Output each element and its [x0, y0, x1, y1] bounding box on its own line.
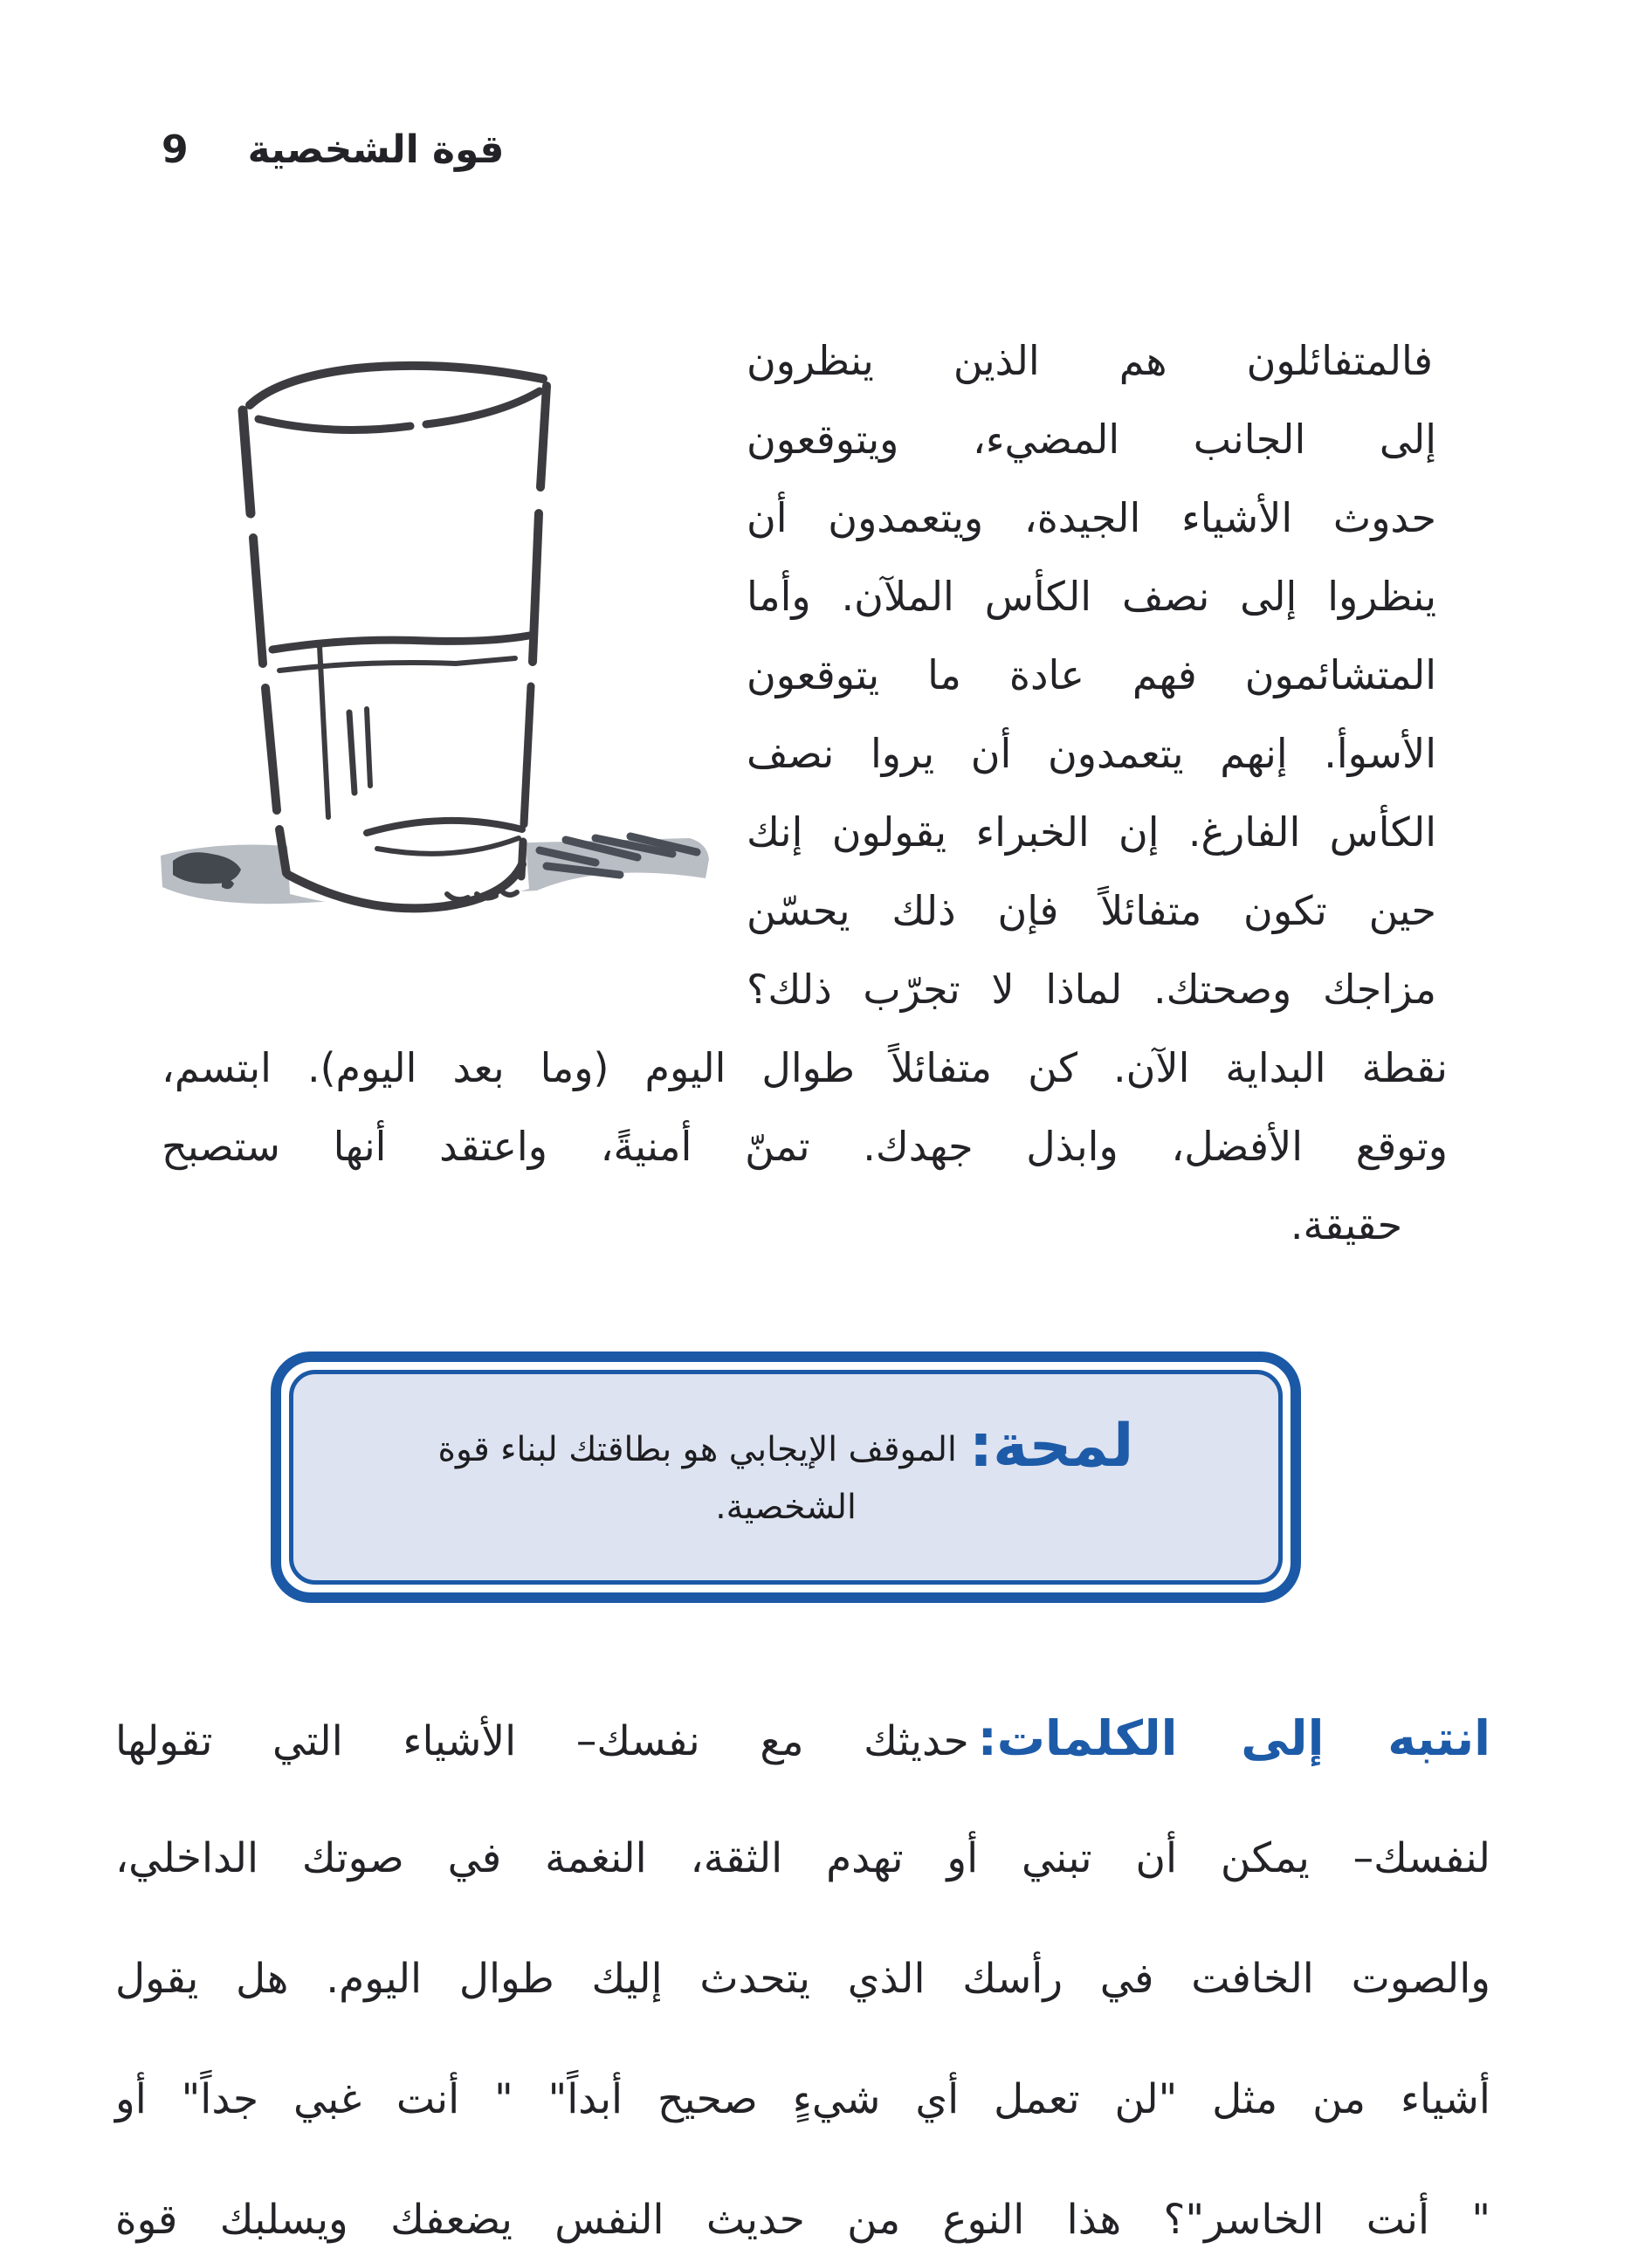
optimists-paragraph-column: [747, 321, 1436, 1028]
words-line1-rest: حديثك مع نفسك– الأشياء التي تقولها: [115, 1717, 969, 1765]
hint-content: [419, 1412, 1153, 1537]
words-paragraph: [115, 1678, 1490, 2249]
hint-text: الموقف الإيجابي هو بطاقتك لبناء قوة الشخصية.: [437, 1430, 957, 1527]
paragraph-line: المتشائمون فهم عادة ما يتوقعون: [747, 651, 1436, 698]
hint-callout-box: [271, 1351, 1301, 1603]
words-heading: انتبه إلى الكلمات:: [977, 1710, 1490, 1766]
paragraph-line: [115, 1678, 1490, 1799]
paragraph-line: وتوقع الأفضل، وابذل جهدك. تمنّ أمنيةً، واعتقد أنها ستصبح: [162, 1123, 1448, 1170]
paragraph-line: ينظروا إلى نصف الكأس الملآن. وأما: [747, 573, 1436, 620]
hint-callout-inner: [289, 1370, 1283, 1585]
paragraph-line: مزاجك وصحتك. لماذا لا تجرّب ذلك؟: [747, 966, 1436, 1013]
paragraph-line: " أنت الخاسر"؟ هذا النوع من حديث النفس يضعفك ويسلبك قوة: [115, 2196, 1490, 2244]
paragraph-last-line: حقيقة.: [1290, 1201, 1402, 1248]
paragraph-line: فالمتفائلون هم الذين ينظرون: [747, 337, 1433, 384]
page-header: [162, 127, 504, 172]
paragraph-line: أشياء من مثل "لن تعمل أي شيءٍ صحيح أبداً" " أنت غبي جداً" أو: [115, 2075, 1490, 2123]
paragraph-line: الكأس الفارغ. إن الخبراء يقولون إنك: [747, 808, 1436, 856]
hint-label: لمحة:: [968, 1412, 1134, 1481]
paragraph-line: نقطة البداية الآن. كن متفائلاً طوال اليوم (وما بعد اليوم). ابتسم،: [162, 1044, 1448, 1091]
chapter-title: قوة الشخصية: [247, 127, 505, 172]
paragraph-line: حدوث الأشياء الجيدة، ويتعمدون أن: [747, 494, 1436, 541]
paragraph-line: إلى الجانب المضيء، ويتوقعون: [747, 416, 1436, 463]
paragraph-line: الأسوأ. إنهم يتعمدون أن يروا نصف: [747, 730, 1436, 777]
glass-sketch-svg: [148, 339, 725, 941]
paragraph-line: حين تكون متفائلاً فإن ذلك يحسّن: [747, 887, 1436, 934]
optimists-paragraph-full-width: [162, 1028, 1448, 1264]
paragraph-line: والصوت الخافت في رأسك الذي يتحدث إليك طوال اليوم. هل يقول: [115, 1955, 1490, 2003]
page-number: 9: [162, 127, 189, 172]
half-full-glass-illustration: [148, 339, 725, 941]
paragraph-line: لنفسك– يمكن أن تبني أو تهدم الثقة، النغمة في صوتك الداخلي،: [115, 1834, 1490, 1882]
